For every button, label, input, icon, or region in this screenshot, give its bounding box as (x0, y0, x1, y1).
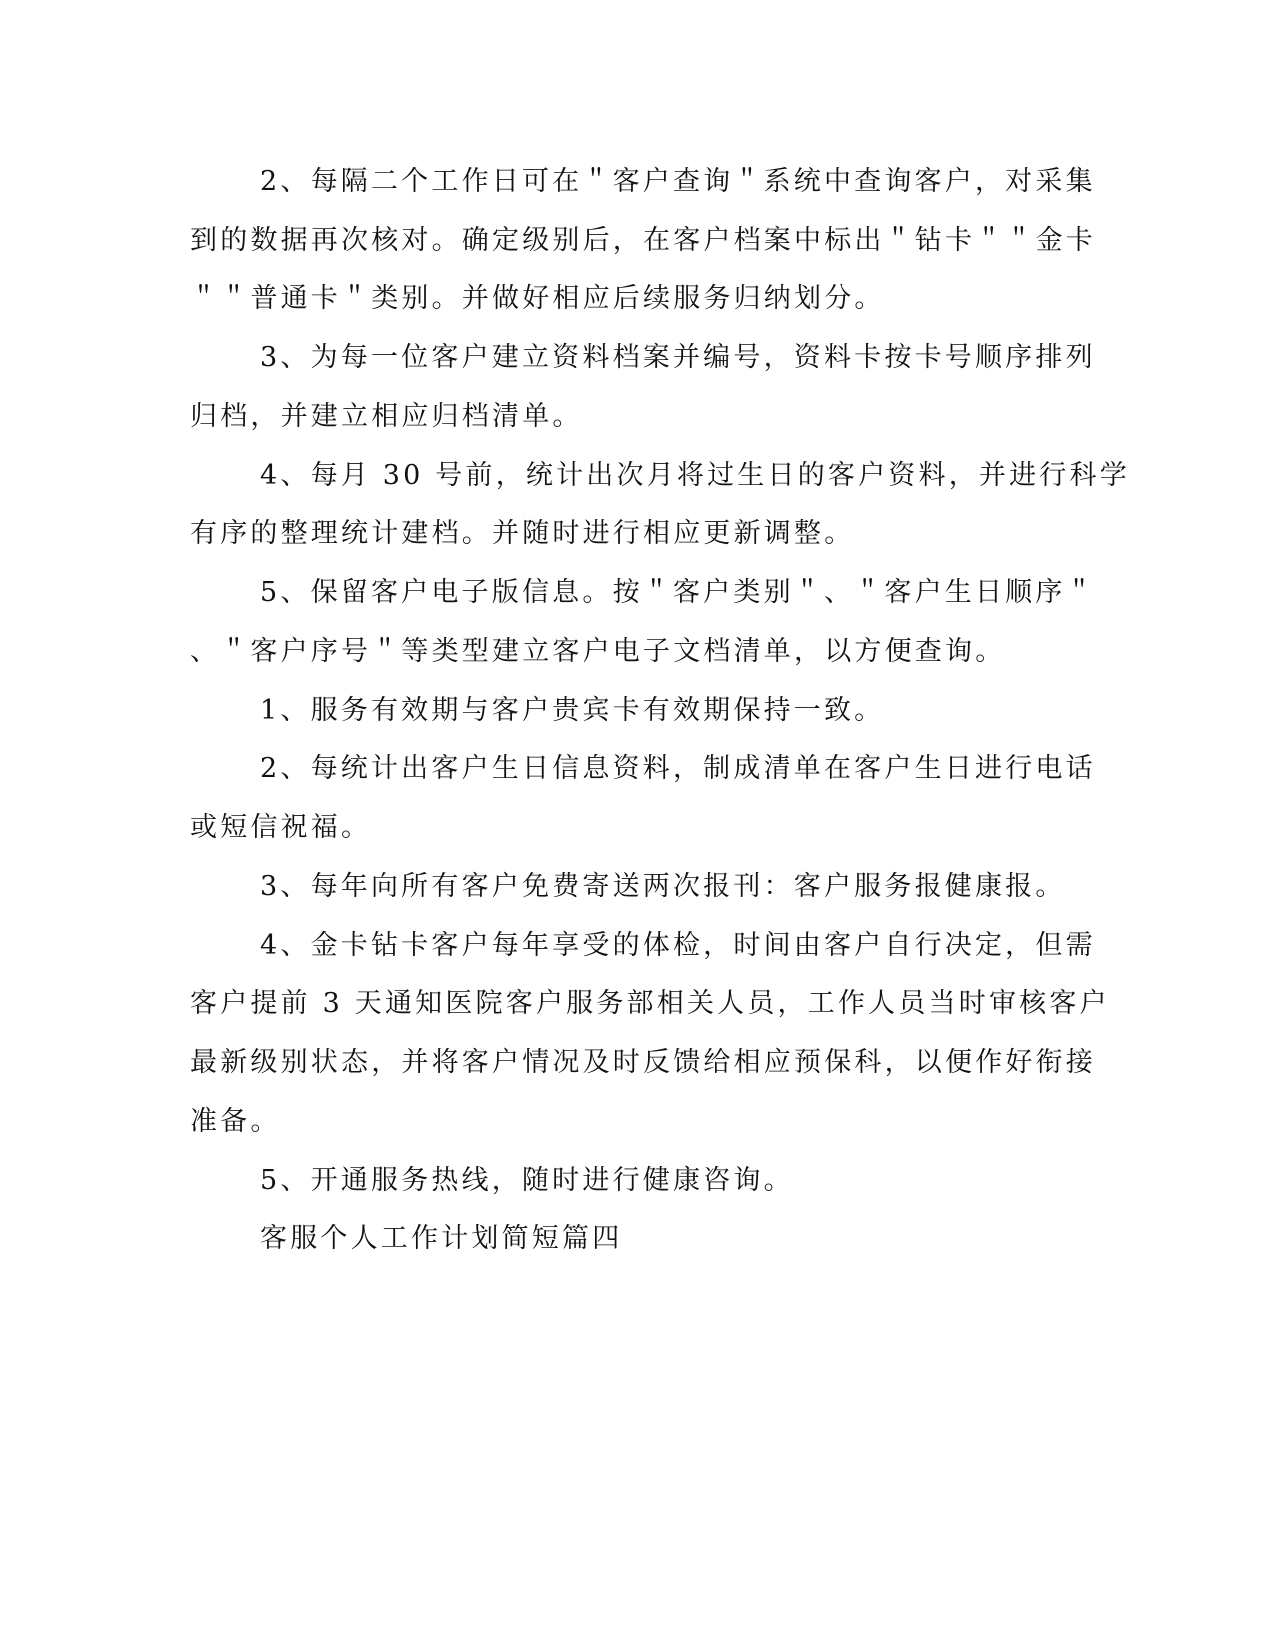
text-line: ＂＂普通卡＂类别。并做好相应后续服务归纳划分。 (190, 283, 885, 314)
text-line: 2、每统计出客户生日信息资料，制成清单在客户生日进行电话 (260, 753, 1096, 784)
text-line: 5、开通服务热线，随时进行健康咨询。 (260, 1165, 794, 1196)
section-heading: 客服个人工作计划简短篇四 (260, 1223, 623, 1254)
text-line: 到的数据再次核对。确定级别后，在客户档案中标出＂钻卡＂＂金卡 (190, 225, 1096, 256)
text-line: 1、服务有效期与客户贵宾卡有效期保持一致。 (260, 695, 885, 726)
text-line: 有序的整理统计建档。并随时进行相应更新调整。 (190, 518, 855, 549)
text-line: 3、为每一位客户建立资料档案并编号，资料卡按卡号顺序排列 (260, 342, 1096, 373)
text-line: 或短信祝福。 (190, 812, 372, 843)
text-line: 4、金卡钻卡客户每年享受的体检，时间由客户自行决定，但需 (260, 930, 1096, 961)
text-line: 客户提前 3 天通知医院客户服务部相关人员，工作人员当时审核客户 (190, 988, 1110, 1019)
text-line: 归档，并建立相应归档清单。 (190, 401, 583, 432)
text-line: 2、每隔二个工作日可在＂客户查询＂系统中查询客户，对采集 (260, 166, 1096, 197)
text-line: 4、每月 30 号前，统计出次月将过生日的客户资料，并进行科学 (260, 460, 1130, 491)
text-line: 最新级别状态，并将客户情况及时反馈给相应预保科，以便作好衔接 (190, 1047, 1096, 1078)
text-line: 、＂客户序号＂等类型建立客户电子文档清单，以方便查询。 (190, 636, 1006, 667)
text-line: 3、每年向所有客户免费寄送两次报刊：客户服务报健康报。 (260, 871, 1066, 902)
text-line: 5、保留客户电子版信息。按＂客户类别＂、＂客户生日顺序＂ (260, 577, 1096, 608)
text-line: 准备。 (190, 1106, 281, 1137)
